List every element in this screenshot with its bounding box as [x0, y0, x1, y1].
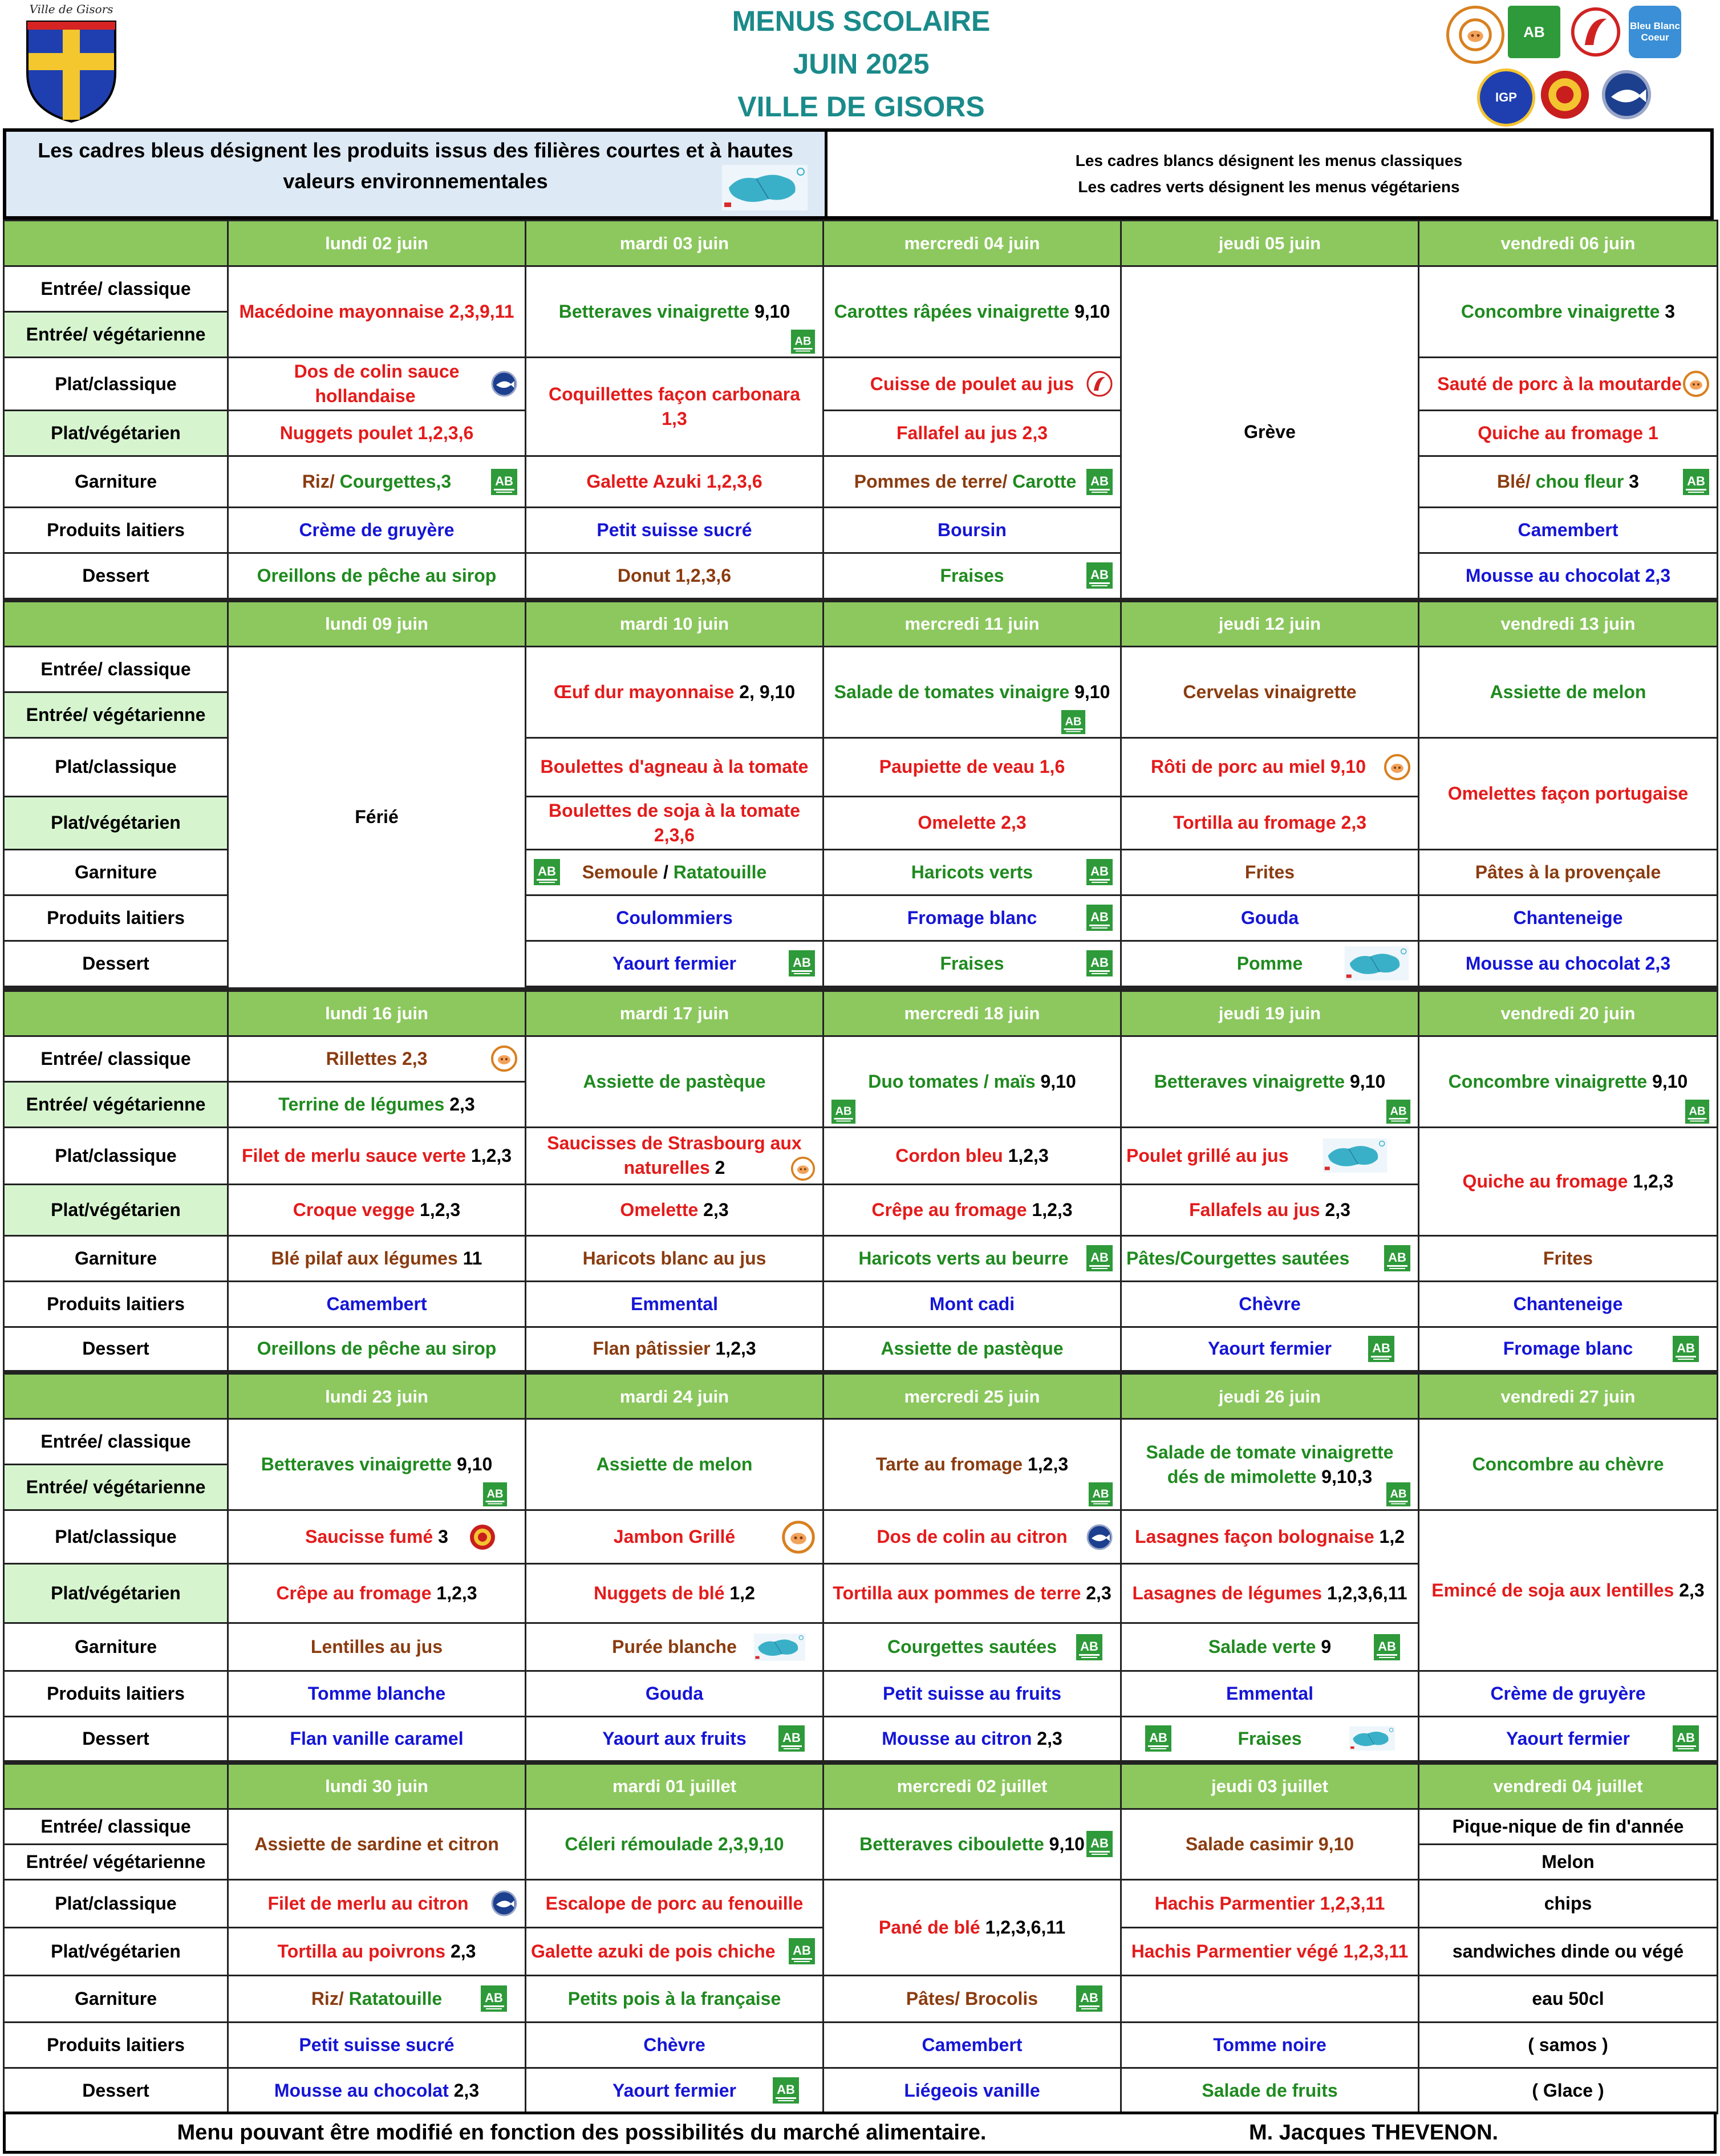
menu-cell: Fromage blanc [1419, 1327, 1718, 1372]
ab-icon [1373, 1634, 1401, 1661]
menu-cell: Pique-nique de fin d'année [1419, 1809, 1718, 1844]
menu-cell: Fraises [1121, 1717, 1419, 1762]
menu-cell: Concombre vinaigrette 3 [1419, 266, 1718, 358]
day-header: mercredi 18 juin [824, 990, 1121, 1036]
menu-cell: Assiette de melon [526, 1419, 824, 1510]
menu-cell: Croque vegge 1,2,3 [228, 1184, 526, 1235]
row-label-plat-classique: Plat/classique [4, 1510, 228, 1564]
legend-white-frames: Les cadres blancs désignent les menus classiques [1075, 152, 1463, 169]
day-header: jeudi 03 juillet [1121, 1762, 1419, 1809]
ab-icon [1086, 904, 1113, 931]
menu-cell: Chanteneige [1419, 1281, 1718, 1327]
day-header: mercredi 02 juillet [824, 1762, 1121, 1809]
menu-cell: Lasagnes façon bolognaise 1,2 [1121, 1510, 1419, 1564]
menu-cell: Quiche au fromage 1 [1419, 411, 1718, 456]
menu-cell: Melon [1419, 1844, 1718, 1879]
porc-francais-icon [1682, 370, 1710, 398]
day-header: mardi 01 juillet [526, 1762, 824, 1809]
menu-cell: Galette Azuki 1,2,3,6 [526, 456, 824, 508]
row-label-plat-vegetarien: Plat/végétarien [4, 411, 228, 456]
menu-cell: Crème de gruyère [1419, 1671, 1718, 1717]
menu-cell: Tomme noire [1121, 2022, 1419, 2068]
menu-cell: Haricots blanc au jus [526, 1235, 824, 1281]
menu-cell: Coulommiers [526, 895, 824, 941]
legend-green-frames: Les cadres verts désignent les menus végétariens [1078, 178, 1460, 196]
ab-icon [1086, 1245, 1113, 1272]
menu-cell: Concombre vinaigrette 9,10 [1419, 1036, 1718, 1127]
menu-cell: Céleri rémoulade 2,3,9,10 [526, 1809, 824, 1879]
ab-icon [1672, 1335, 1699, 1363]
day-header: jeudi 12 juin [1121, 600, 1419, 647]
day-header: lundi 16 juin [228, 990, 526, 1036]
aop-icon [469, 1523, 496, 1551]
menu-cell: Liégeois vanille [824, 2068, 1121, 2113]
menu-cell: Assiette de pastèque [824, 1327, 1121, 1372]
ab-icon [778, 1725, 805, 1752]
row-label-entree-vegetarienne: Entrée/ végétarienne [4, 1844, 228, 1879]
day-header: mardi 17 juin [526, 990, 824, 1036]
normandy-map-icon [754, 1632, 805, 1663]
row-label-plat-vegetarien: Plat/végétarien [4, 1184, 228, 1235]
ab-icon [788, 1938, 816, 1965]
menu-cell: Duo tomates / maïs 9,10 [824, 1036, 1121, 1127]
row-label-dessert: Dessert [4, 553, 228, 600]
normandy-map-icon [722, 165, 808, 210]
menu-cell: ( Glace ) [1419, 2068, 1718, 2113]
quality-labels [1446, 6, 1686, 125]
menu-cell: Tortilla au poivrons 2,3 [228, 1927, 526, 1975]
footer-signature: M. Jacques THEVENON. [1249, 2120, 1499, 2145]
ab-icon [790, 329, 816, 354]
menu-cell: Semoule / Ratatouille [526, 849, 824, 895]
day-header: vendredi 27 juin [1419, 1372, 1718, 1419]
peche-durable-icon [1086, 1523, 1113, 1551]
menu-cell: Frites [1419, 1235, 1718, 1281]
menu-cell-strike: Grève [1121, 266, 1419, 600]
menu-cell: chips [1419, 1879, 1718, 1927]
day-header: lundi 30 juin [228, 1762, 526, 1809]
ab-icon [1384, 1245, 1411, 1272]
footer-note: Menu pouvant être modifié en fonction des possibilités du marché alimentaire. [177, 2120, 987, 2145]
day-header: lundi 23 juin [228, 1372, 526, 1419]
menu-cell: Gouda [1121, 895, 1419, 941]
legend-blue-frames: Les cadres bleus désignent les produits issus des filières courtes et à hautes valeurs environnementales [6, 132, 827, 216]
day-header: mercredi 25 juin [824, 1372, 1121, 1419]
menu-cell: Crêpe au fromage 1,2,3 [228, 1564, 526, 1623]
menu-cell: Flan vanille caramel [228, 1717, 526, 1762]
menu-cell: Tarte au fromage 1,2,3 [824, 1419, 1121, 1510]
menu-cell: Blé pilaf aux légumes 11 [228, 1235, 526, 1281]
row-label-entree-vegetarienne: Entrée/ végétarienne [4, 312, 228, 358]
menu-cell: Mousse au chocolat 2,3 [1419, 553, 1718, 600]
menu-cell: Riz/ Ratatouille [228, 1975, 526, 2022]
porc-francais-icon [790, 1156, 816, 1181]
day-header: vendredi 04 juillet [1419, 1762, 1718, 1809]
legend-white-green-frames [827, 132, 1710, 216]
row-label-produits-laitiers: Produits laitiers [4, 508, 228, 553]
menu-table [3, 220, 1718, 2114]
menu-cell: Carottes râpées vinaigrette 9,10 [824, 266, 1121, 358]
menu-cell: Petit suisse au fruits [824, 1671, 1121, 1717]
ab-icon [1672, 1725, 1699, 1752]
menu-cell: Yaourt fermier [1121, 1327, 1419, 1372]
menu-cell: Dos de colin au citron [824, 1510, 1121, 1564]
aop-label-icon [1539, 68, 1591, 121]
menu-cell: Hachis Parmentier 1,2,3,11 [1121, 1879, 1419, 1927]
ab-icon [1368, 1335, 1395, 1363]
menu-cell: Coquillettes façon carbonara 1,3 [526, 358, 824, 456]
menu-cell: eau 50cl [1419, 1975, 1718, 2022]
row-label-garniture: Garniture [4, 1623, 228, 1671]
menu-cell: Dos de colin sauce hollandaise [228, 358, 526, 411]
menu-cell: Tortilla aux pommes de terre 2,3 [824, 1564, 1121, 1623]
row-label-dessert: Dessert [4, 941, 228, 986]
menu-cell: Saucisse fumé 3 [228, 1510, 526, 1564]
menu-cell: Chèvre [526, 2022, 824, 2068]
page-title [576, 0, 1146, 128]
row-label-plat-classique: Plat/classique [4, 737, 228, 796]
ab-icon [788, 950, 816, 977]
menu-cell: Yaourt aux fruits [526, 1717, 824, 1762]
menu-cell: sandwiches dinde ou végé [1419, 1927, 1718, 1975]
menu-cell: Fallafel au jus 2,3 [824, 411, 1121, 456]
label-rouge-icon [1569, 6, 1622, 58]
week-2-day-header [4, 600, 1718, 647]
row-label-entree-vegetarienne: Entrée/ végétarienne [4, 692, 228, 737]
crest-caption: Ville de Gisors [29, 2, 113, 16]
week-3-day-header [4, 990, 1718, 1036]
page-footer [3, 2112, 1717, 2154]
porc-francais-icon [781, 1520, 816, 1554]
row-label-entree-classique: Entrée/ classique [4, 1036, 228, 1081]
menu-cell: Mousse au chocolat 2,3 [1419, 941, 1718, 986]
menu-cell: Crêpe au fromage 1,2,3 [824, 1184, 1121, 1235]
menu-cell: Tortilla au fromage 2,3 [1121, 796, 1419, 849]
ab-icon [1086, 858, 1113, 886]
day-header: jeudi 05 juin [1121, 221, 1419, 266]
ab-icon [1076, 1985, 1103, 2012]
row-label-produits-laitiers: Produits laitiers [4, 2022, 228, 2068]
menu-cell: Chanteneige [1419, 895, 1718, 941]
menu-cell: Lasagnes de légumes 1,2,3,6,11 [1121, 1564, 1419, 1623]
ab-icon [1086, 468, 1113, 496]
ab-icon [1145, 1725, 1172, 1752]
day-header: mercredi 11 juin [824, 600, 1121, 647]
peche-durable-label-icon [1600, 68, 1653, 121]
menu-cell: Poulet grillé au jus [1121, 1127, 1419, 1184]
menu-cell: Tomme blanche [228, 1671, 526, 1717]
row-label-entree-vegetarienne: Entrée/ végétarienne [4, 1465, 228, 1510]
menu-cell: Rillettes 2,3 [228, 1036, 526, 1081]
menu-cell: Yaourt fermier [1419, 1717, 1718, 1762]
menu-cell: Nuggets de blé 1,2 [526, 1564, 824, 1623]
peche-durable-icon [490, 1890, 518, 1917]
row-label-plat-classique: Plat/classique [4, 1879, 228, 1927]
menu-cell: Pané de blé 1,2,3,6,11 [824, 1879, 1121, 1975]
menu-cell: Assiette de pastèque [526, 1036, 824, 1127]
ab-icon [1088, 1482, 1113, 1507]
ab-icon [490, 468, 518, 496]
menu-cell: Cordon bleu 1,2,3 [824, 1127, 1121, 1184]
menu-cell: Salade de fruits [1121, 2068, 1419, 2113]
menu-cell: Rôti de porc au miel 9,10 [1121, 737, 1419, 796]
menu-cell: Betteraves vinaigrette 9,10 [1121, 1036, 1419, 1127]
ab-icon [1061, 710, 1086, 735]
menu-cell: Betteraves vinaigrette 9,10 [228, 1419, 526, 1510]
menu-cell: Salade de tomates vinaigre 9,10 [824, 646, 1121, 737]
bleu-blanc-coeur-icon: Bleu Blanc Coeur [1629, 6, 1681, 58]
day-header: mardi 10 juin [526, 600, 824, 647]
menu-cell: Blé/ chou fleur 3 [1419, 456, 1718, 508]
menu-cell: Oreillons de pêche au sirop [228, 1327, 526, 1372]
ab-label-icon: AB [1508, 6, 1560, 58]
row-label-plat-classique: Plat/classique [4, 1127, 228, 1184]
peche-durable-icon [490, 370, 518, 398]
row-label-entree-classique: Entrée/ classique [4, 266, 228, 312]
menu-cell: Betteraves ciboulette 9,10 [824, 1809, 1121, 1879]
menu-cell: Omelettes façon portugaise [1419, 737, 1718, 849]
row-label-plat-classique: Plat/classique [4, 358, 228, 411]
ab-icon [482, 1482, 508, 1507]
menu-cell: Camembert [1419, 508, 1718, 553]
menu-cell: Filet de merlu au citron [228, 1879, 526, 1927]
week-4-day-header [4, 1372, 1718, 1419]
row-label-entree-classique: Entrée/ classique [4, 1809, 228, 1844]
menu-cell: Petits pois à la française [526, 1975, 824, 2022]
row-label-plat-vegetarien: Plat/végétarien [4, 1564, 228, 1623]
menu-cell: Escalope de porc au fenouille [526, 1879, 824, 1927]
day-header: lundi 09 juin [228, 600, 526, 647]
page-header [0, 0, 1720, 128]
menu-cell: Haricots verts [824, 849, 1121, 895]
menu-cell: Oreillons de pêche au sirop [228, 553, 526, 600]
gisors-crest-icon [23, 5, 120, 124]
menu-cell: Yaourt fermier [526, 941, 824, 986]
day-header: vendredi 20 juin [1419, 990, 1718, 1036]
legend-box [3, 128, 1714, 220]
menu-cell: Fraises [824, 941, 1121, 986]
menu-cell: Omelette 2,3 [824, 796, 1121, 849]
title-line-menus: MENUS SCOLAIRE [732, 5, 991, 37]
menu-cell: Donut 1,2,3,6 [526, 553, 824, 600]
menu-cell: Chèvre [1121, 1281, 1419, 1327]
menu-cell: Boulettes d'agneau à la tomate [526, 737, 824, 796]
ab-icon [1086, 950, 1113, 977]
porc-francais-icon [490, 1045, 518, 1072]
row-label-entree-vegetarienne: Entrée/ végétarienne [4, 1081, 228, 1127]
menu-cell: Mont cadi [824, 1281, 1121, 1327]
menu-cell: Betteraves vinaigrette 9,10 [526, 266, 824, 358]
menu-cell: Salade casimir 9,10 [1121, 1809, 1419, 1879]
menu-cell: Yaourt fermier [526, 2068, 824, 2113]
menu-cell: Fraises [824, 553, 1121, 600]
day-header: lundi 02 juin [228, 221, 526, 266]
menu-cell: Frites [1121, 849, 1419, 895]
menu-cell: Camembert [228, 1281, 526, 1327]
ab-icon [480, 1985, 508, 2012]
menu-cell: Petit suisse sucré [526, 508, 824, 553]
menu-cell: Salade de tomate vinaigrette dés de mimolette 9,10,3 [1121, 1419, 1419, 1510]
week-1-day-header [4, 221, 1718, 266]
row-label-dessert: Dessert [4, 2068, 228, 2113]
menu-cell: Mousse au chocolat 2,3 [228, 2068, 526, 2113]
ab-icon [1386, 1099, 1411, 1124]
menu-cell: Cervelas vinaigrette [1121, 646, 1419, 737]
row-label-dessert: Dessert [4, 1327, 228, 1372]
row-label-entree-classique: Entrée/ classique [4, 1419, 228, 1465]
menu-cell: Quiche au fromage 1,2,3 [1419, 1127, 1718, 1235]
row-label-garniture: Garniture [4, 849, 228, 895]
title-line-city: VILLE DE GISORS [737, 91, 985, 123]
menu-cell: Petit suisse sucré [228, 2022, 526, 2068]
menu-cell: Flan pâtissier 1,2,3 [526, 1327, 824, 1372]
day-header: mardi 03 juin [526, 221, 824, 266]
menu-cell: Riz/ Courgettes,3 [228, 456, 526, 508]
porc-francais-icon [1384, 753, 1411, 781]
menu-cell: Paupiette de veau 1,6 [824, 737, 1121, 796]
ab-icon [1076, 1634, 1103, 1661]
week-5-day-header [4, 1762, 1718, 1809]
menu-cell-holiday: Férié [228, 646, 526, 990]
row-label-garniture: Garniture [4, 1235, 228, 1281]
menu-cell: Emincé de soja aux lentilles 2,3 [1419, 1510, 1718, 1671]
row-label-entree-classique: Entrée/ classique [4, 646, 228, 692]
menu-cell: Haricots verts au beurre [824, 1235, 1121, 1281]
menu-cell: Boursin [824, 508, 1121, 553]
menu-cell: Crème de gruyère [228, 508, 526, 553]
title-line-month: JUIN 2025 [793, 48, 930, 80]
menu-cell: Pâtes/Courgettes sautées [1121, 1235, 1419, 1281]
menu-cell: Cuisse de poulet au jus [824, 358, 1121, 411]
ab-icon [1685, 1099, 1710, 1124]
row-label-produits-laitiers: Produits laitiers [4, 1281, 228, 1327]
menu-cell: Lentilles au jus [228, 1623, 526, 1671]
menu-cell: ( samos ) [1419, 2022, 1718, 2068]
day-header: vendredi 06 juin [1419, 221, 1718, 266]
menu-cell: Macédoine mayonnaise 2,3,9,11 [228, 266, 526, 358]
menu-cell: Sauté de porc à la moutarde [1419, 358, 1718, 411]
menu-cell: Galette azuki de pois chiche [526, 1927, 824, 1975]
ab-icon [1086, 1830, 1113, 1858]
menu-cell: Camembert [824, 2022, 1121, 2068]
day-header: vendredi 13 juin [1419, 600, 1718, 647]
menu-cell: Mousse au citron 2,3 [824, 1717, 1121, 1762]
menu-cell: Concombre au chèvre [1419, 1419, 1718, 1510]
menu-cell: Emmental [526, 1281, 824, 1327]
menu-cell: Œuf dur mayonnaise 2, 9,10 [526, 646, 824, 737]
menu-cell: Pomme [1121, 941, 1419, 986]
menu-cell: Fallafels au jus 2,3 [1121, 1184, 1419, 1235]
menu-cell: Assiette de sardine et citron [228, 1809, 526, 1879]
day-header: mardi 24 juin [526, 1372, 824, 1419]
row-label-produits-laitiers: Produits laitiers [4, 1671, 228, 1717]
normandy-map-icon [1342, 946, 1411, 980]
menu-cell: Emmental [1121, 1671, 1419, 1717]
ab-icon [533, 858, 561, 886]
row-label-garniture: Garniture [4, 456, 228, 508]
menu-cell: Hachis Parmentier végé 1,2,3,11 [1121, 1927, 1419, 1975]
menu-cell: Assiette de melon [1419, 646, 1718, 737]
ab-icon [1086, 562, 1113, 589]
ab-icon [831, 1099, 856, 1124]
menu-cell: Fromage blanc [824, 895, 1121, 941]
menu-cell: Terrine de légumes 2,3 [228, 1081, 526, 1127]
menu-cell: Courgettes sautées [824, 1623, 1121, 1671]
porc-francais-label-icon [1446, 6, 1504, 64]
ab-icon [1682, 468, 1710, 496]
normandy-map-icon [1349, 1724, 1395, 1753]
igp-label-icon: IGP [1477, 68, 1535, 127]
day-header: mercredi 04 juin [824, 221, 1121, 266]
menu-cell: Saucisses de Strasbourg aux naturelles 2 [526, 1127, 824, 1184]
menu-cell: Boulettes de soja à la tomate 2,3,6 [526, 796, 824, 849]
menu-cell-empty [1121, 1975, 1419, 2022]
row-label-plat-vegetarien: Plat/végétarien [4, 796, 228, 849]
menu-cell: Gouda [526, 1671, 824, 1717]
menu-cell: Pâtes/ Brocolis [824, 1975, 1121, 2022]
menu-cell: Jambon Grillé [526, 1510, 824, 1564]
menu-cell: Salade verte 9 [1121, 1623, 1419, 1671]
ab-icon [772, 2077, 800, 2104]
row-label-dessert: Dessert [4, 1717, 228, 1762]
row-label-produits-laitiers: Produits laitiers [4, 895, 228, 941]
menu-cell: Nuggets poulet 1,2,3,6 [228, 411, 526, 456]
label-rouge-icon [1086, 370, 1113, 398]
day-header: jeudi 26 juin [1121, 1372, 1419, 1419]
menu-cell: Omelette 2,3 [526, 1184, 824, 1235]
row-label-plat-vegetarien: Plat/végétarien [4, 1927, 228, 1975]
ab-icon [1386, 1482, 1411, 1507]
menu-cell: Pâtes à la provençale [1419, 849, 1718, 895]
normandy-map-icon [1321, 1138, 1389, 1173]
row-label-garniture: Garniture [4, 1975, 228, 2022]
menu-cell: Purée blanche [526, 1623, 824, 1671]
menu-cell: Pommes de terre/ Carotte [824, 456, 1121, 508]
menu-cell: Filet de merlu sauce verte 1,2,3 [228, 1127, 526, 1184]
day-header: jeudi 19 juin [1121, 990, 1419, 1036]
